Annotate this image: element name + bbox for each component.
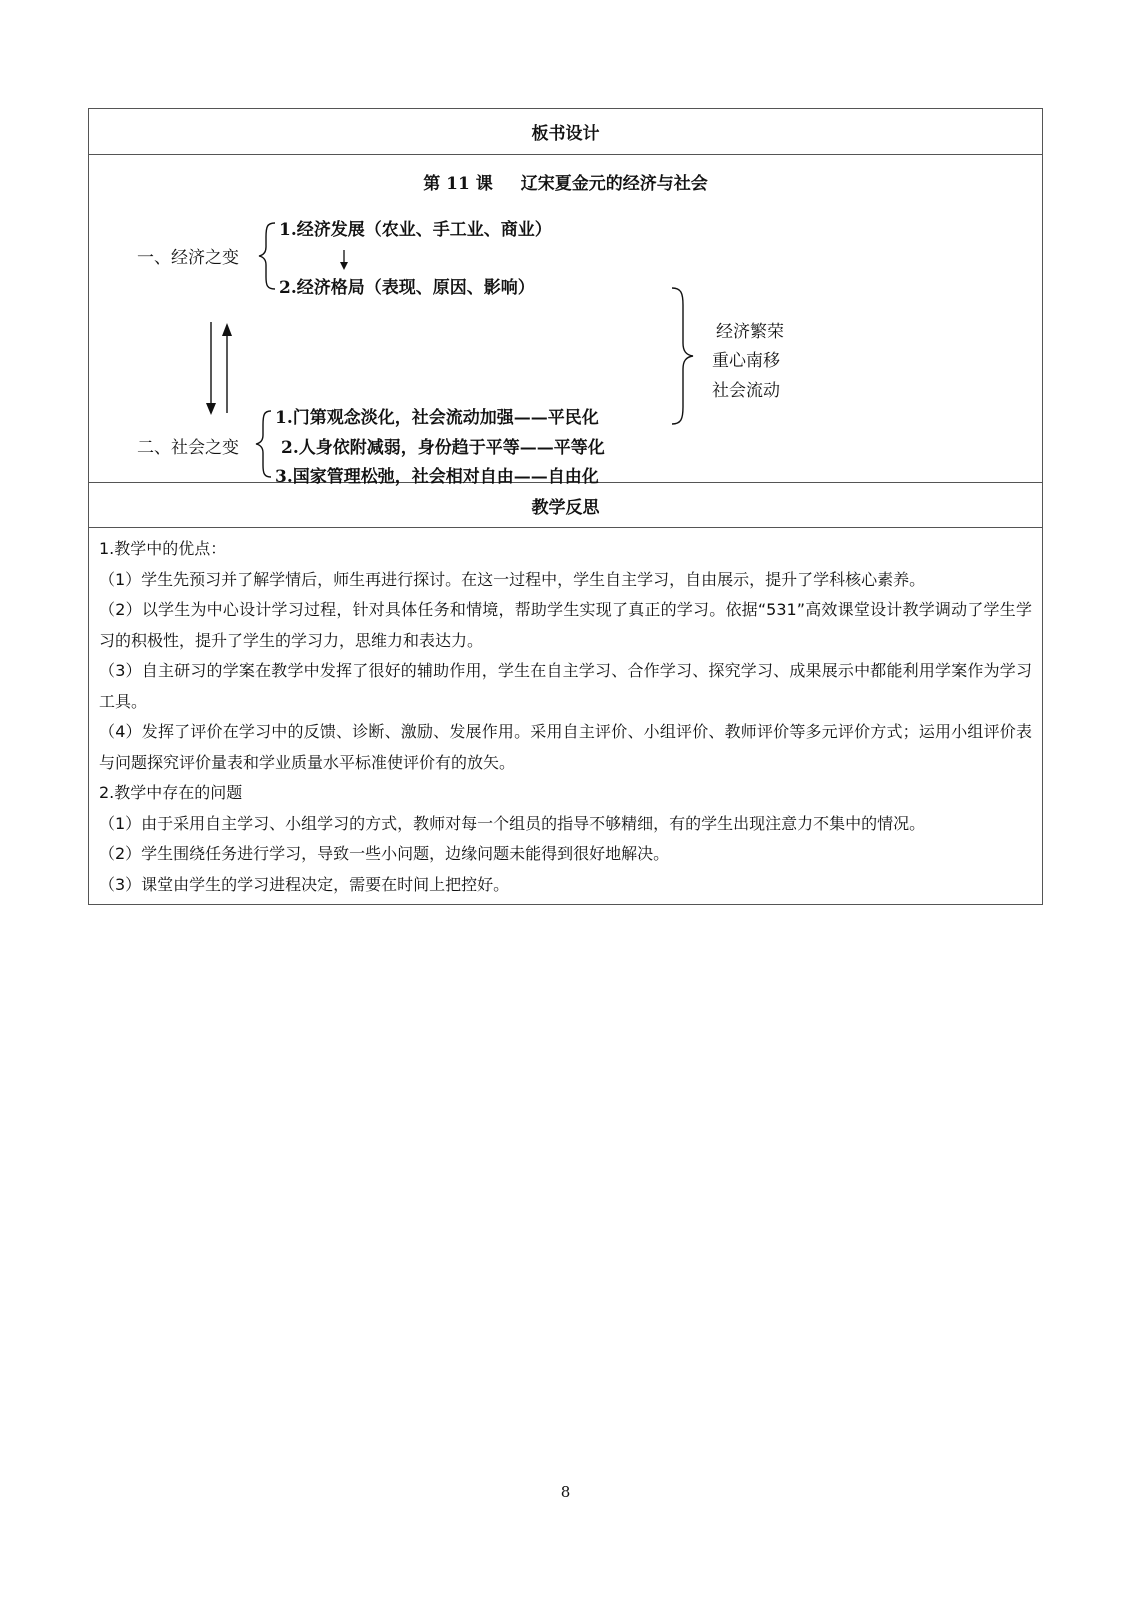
brace-section2 — [256, 411, 271, 477]
reflection-paragraph: （1）由于采用自主学习、小组学习的方式，教师对每一个组员的指导不够精细，有的学生出现注意力不集中的情况。 — [99, 813, 926, 833]
page-number: 8 — [560, 1483, 571, 1501]
summary-item: 重心南移 — [712, 351, 780, 371]
board-design-content — [89, 155, 1042, 487]
arrow-up-head — [222, 323, 232, 336]
summary-item: 经济繁荣 — [716, 322, 784, 342]
reflection-content — [89, 528, 1042, 904]
lesson-plan-table — [88, 108, 1043, 905]
reflection-paragraph: （2）学生围绕任务进行学习，导致一些小问题，边缘问题未能得到很好地解决。 — [99, 844, 670, 863]
board-design-header — [89, 109, 1042, 155]
reflection-paragraph: （4）发挥了评价在学习中的反馈、诊断、激励、发展作用。采用自主评价、小组评价、教师评价等多元评价方式；运用小组评价表与问题探究评价量表和学业质量水平标准使评价有的放矢。 — [99, 722, 1032, 772]
reflection-header — [89, 483, 1042, 528]
reflection-paragraph: （3）课堂由学生的学习进程决定，需要在时间上把控好。 — [99, 874, 510, 894]
section1-label: 一、经济之变 — [137, 248, 239, 268]
brace-summary — [672, 288, 693, 424]
reflection-paragraph: （2）以学生为中心设计学习过程，针对具体任务和情境，帮助学生实现了真正的学习。依据“531”高效课堂设计教学调动了学生学习的积极性，提升了学生的学习力，思维力和表达力。 — [99, 600, 1032, 650]
reflection-paragraph: 2.教学中存在的问题 — [99, 783, 243, 802]
reflection-paragraph: 1.教学中的优点： — [99, 539, 227, 558]
lesson-name: 辽宋夏金元的经济与社会 — [520, 174, 708, 194]
summary-item: 社会流动 — [712, 381, 780, 401]
arrow-head-small — [340, 262, 348, 270]
board-design-title: 板书设计 — [531, 124, 600, 144]
brace-section1 — [259, 223, 275, 289]
reflection-paragraph: （1）学生先预习并了解学情后，师生再进行探讨。在这一过程中，学生自主学习，自由展示，提升了学科核心素养。 — [99, 569, 926, 589]
lesson-number: 第 11 课 — [423, 174, 493, 194]
arrow-down-head — [206, 403, 216, 415]
section1-item: 2.经济格局（表现、原因、影响） — [279, 278, 535, 298]
section2-label: 二、社会之变 — [137, 438, 239, 458]
section2-item: 3.国家管理松弛，社会相对自由——自由化 — [275, 467, 599, 487]
section1-item: 1.经济发展（农业、手工业、商业） — [279, 220, 552, 240]
reflection-paragraph: （3）自主研习的学案在教学中发挥了很好的辅助作用，学生在自主学习、合作学习、探究学习、成果展示中都能利用学案作为学习工具。 — [99, 661, 1032, 711]
section2-item: 1.门第观念淡化，社会流动加强——平民化 — [275, 408, 599, 428]
reflection-title: 教学反思 — [531, 497, 600, 518]
section2-item: 2.人身依附减弱，身份趋于平等——平等化 — [281, 438, 605, 458]
